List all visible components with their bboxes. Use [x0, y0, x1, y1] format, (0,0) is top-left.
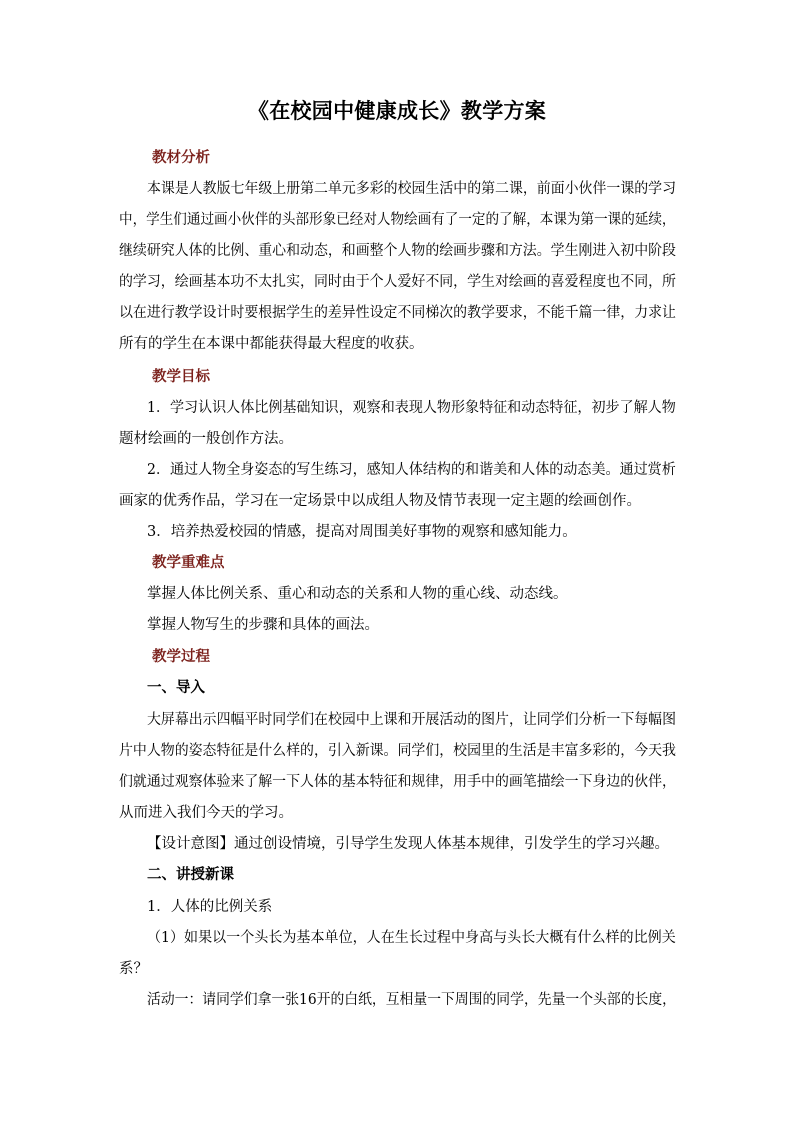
item-heading: 1．人体的比例关系	[147, 899, 273, 915]
paragraph-line: 题材绘画的一般创作方法。	[119, 431, 293, 447]
subheading-intro: 一、导入	[147, 679, 205, 696]
section-heading-goals: 教学目标	[152, 368, 210, 385]
document-title: 《在校园中健康成长》教学方案	[247, 98, 547, 123]
paragraph-line: 2．通过人物全身姿态的写生练习，感知人体结构的和谐美和人体的动态美。通过赏析	[147, 462, 676, 478]
paragraph-line: 3．培养热爱校园的情感，提高对周围美好事物的观察和感知能力。	[147, 524, 577, 540]
paragraph-line: 大屏幕出示四幅平时同学们在校园中上课和开展活动的图片，让同学们分析一下每幅图	[147, 712, 677, 728]
paragraph-line: 1．学习认识人体比例基础知识，观察和表现人物形象特征和动态特征，初步了解人物	[147, 400, 676, 416]
paragraph-line: 继续研究人体的比例、重心和动态，和画整个人物的绘画步骤和方法。学生刚进入初中阶段	[119, 243, 676, 259]
section-heading-process: 教学过程	[152, 648, 210, 665]
section-heading-key-points: 教学重难点	[152, 554, 225, 571]
paragraph-line: 所有的学生在本课中都能获得最大程度的收获。	[119, 336, 424, 352]
paragraph-line: （1）如果以一个头长为基本单位，人在生长过程中身高与头长大概有什么样的比例关	[147, 930, 676, 946]
paragraph-line: 片中人物的姿态特征是什么样的，引入新课。同学们，校园里的生活是丰富多彩的，今天我	[119, 743, 676, 759]
subheading-new-lesson: 二、讲授新课	[147, 866, 234, 883]
paragraph-line: 本课是人教版七年级上册第二单元多彩的校园生活中的第二课，前面小伙伴一课的学习	[147, 181, 677, 197]
design-intent: 【设计意图】通过创设情境，引导学生发现人体基本规律，引发学生的学习兴趣。	[147, 836, 669, 852]
paragraph-line: 掌握人体比例关系、重心和动态的关系和人物的重心线、动态线。	[147, 586, 568, 602]
section-heading-analysis: 教材分析	[152, 149, 210, 166]
paragraph-line: 活动一：请同学们拿一张16开的白纸，互相量一下周围的同学，先量一个头部的长度，	[147, 992, 676, 1008]
paragraph-line: 系？	[119, 961, 148, 977]
paragraph-line: 的学习，绘画基本功不太扎实，同时由于个人爱好不同，学生对绘画的喜爱程度也不同，所	[119, 274, 676, 290]
paragraph-line: 以在进行教学设计时要根据学生的差异性设定不同梯次的教学要求，不能千篇一律，力求让	[119, 305, 676, 321]
paragraph-line: 从而进入我们今天的学习。	[119, 805, 293, 821]
paragraph-line: 们就通过观察体验来了解一下人体的基本特征和规律，用手中的画笔描绘一下身边的伙伴，	[119, 774, 676, 790]
paragraph-line: 画家的优秀作品，学习在一定场景中以成组人物及情节表现一定主题的绘画创作。	[119, 493, 641, 509]
paragraph-line: 掌握人物写生的步骤和具体的画法。	[147, 617, 379, 633]
paragraph-line: 中，学生们通过画小伙伴的头部形象已经对人物绘画有了一定的了解，本课为第一课的延续，	[119, 212, 676, 228]
